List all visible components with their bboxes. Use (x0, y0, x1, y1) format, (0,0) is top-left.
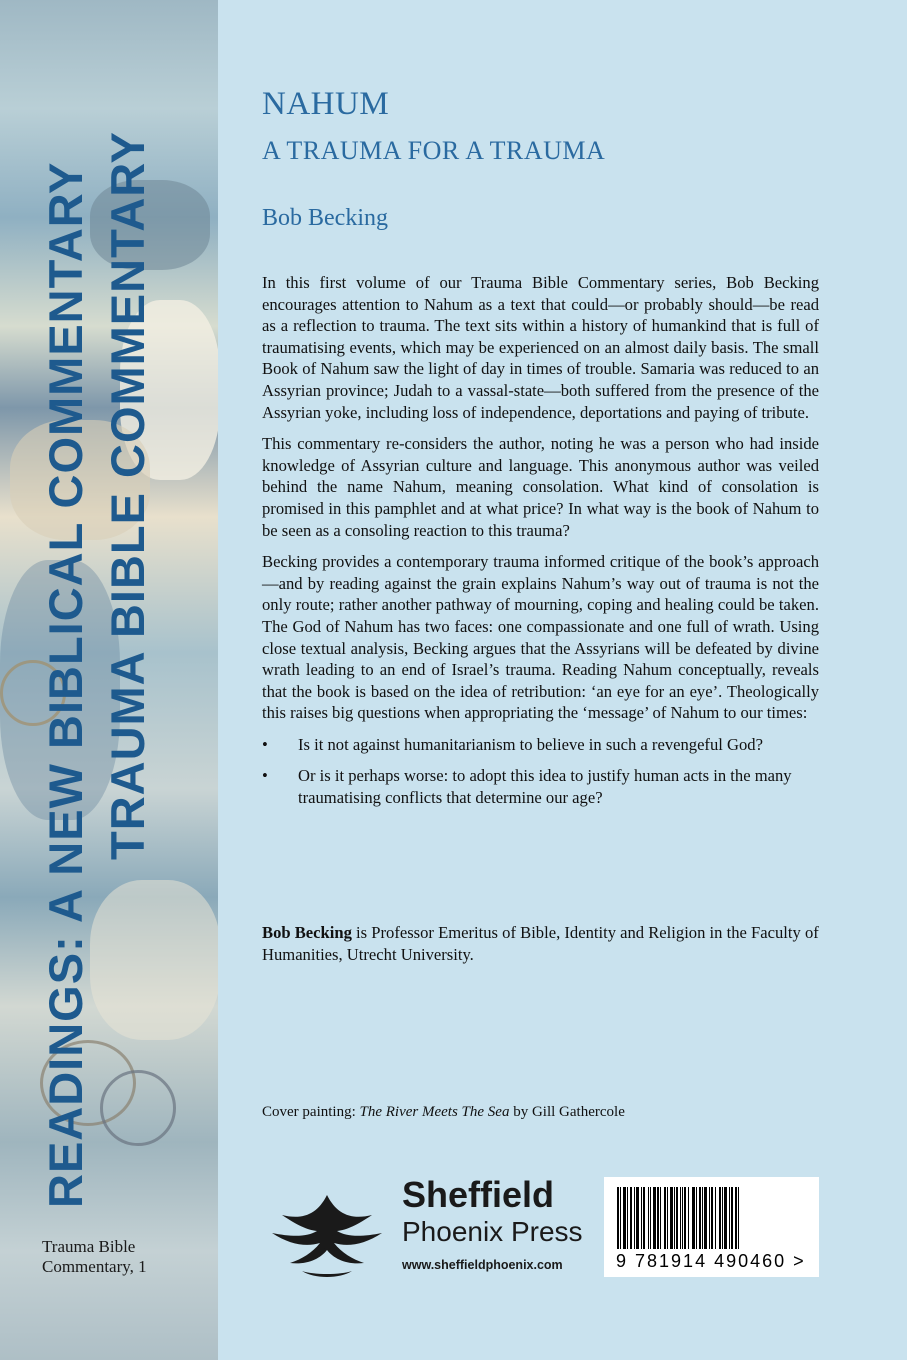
blurb-paragraph: This commentary re-considers the author, noting he was a person who had inside knowledge of Assyrian culture and language. This anonymous author was veiled behind the name Nahum, meaning consolation. What kind of consolation is promised in this pamphlet and at what price? In what way is the book of Nahum to be seen as a consoling reaction to this trauma? (262, 434, 819, 540)
blurb-paragraph: Becking provides a contemporary trauma informed critique of the book’s approach—and by reading against the grain explains Nahum’s way out of trauma is not the only route; rather another pathway of mourning, coping and healing could be taken. The God of Nahum has two faces: one compassionate and one full of wrath. Using close textual analysis, Becking argues that the Assyrians will be defeated by divine wrath leading to an end of Israel’s trauma. Reading Nahum conceptually, reveals that the book is based on the idea of retribution: ‘an eye for an eye’. Theologically this raises big questions when appropriating the ‘message’ of Nahum to our times: (262, 552, 819, 723)
publisher-sub: Phoenix Press (402, 1216, 583, 1247)
series-name: Trauma Bible (42, 1237, 136, 1256)
series-title-line1: READINGS: A NEW BIBLICAL COMMENTARY (39, 161, 92, 1208)
series-title-line2: TRAUMA BIBLE COMMENTARY (101, 131, 154, 860)
barcode-bars (617, 1187, 807, 1249)
blurb-paragraph: In this first volume of our Trauma Bible Commentary series, Bob Becking encourages attention to Nahum as a text that could—or probably should—be read as a reflection to trauma. The text sits within a history of humankind that is full of traumatising events, which may be experienced on an almost daily basis. The small Book of Nahum saw the light of day in times of trouble. Samaria was reduced to an Assyrian province; Judah to a vassal-state—both suffered from the presence of the Assyrian yoke, including loss of independence, deportations and paying of tribute. (262, 273, 819, 422)
book-subtitle: A TRAUMA FOR A TRAUMA (262, 136, 606, 165)
bullet-text: Or is it perhaps worse: to adopt this idea to justify human acts in the many traumatising conflicts that determine our age? (298, 766, 792, 808)
credit-suffix: by Gill Gathercole (509, 1104, 625, 1120)
blurb-bullet (262, 765, 819, 808)
bio-name: Bob Becking (262, 923, 352, 942)
book-author: Bob Becking (262, 205, 388, 231)
bullet-icon: • (262, 766, 268, 786)
series-number (42, 1237, 147, 1277)
credit-prefix: Cover painting: (262, 1104, 360, 1120)
bullet-icon: • (262, 734, 268, 754)
phoenix-logo-icon (262, 1175, 392, 1285)
cover-credit (262, 1104, 625, 1121)
credit-painting: The River Meets The Sea (359, 1104, 510, 1120)
publisher-url: www.sheffieldphoenix.com (402, 1258, 563, 1272)
bio-text: is Professor Emeritus of Bible, Identity and Religion in the Faculty of Humanities, Utrecht University. (262, 923, 819, 964)
publisher-name: Sheffield (402, 1174, 555, 1215)
series-volume: Commentary, 1 (42, 1257, 147, 1276)
isbn-number: 9 781914 490460 > (616, 1251, 806, 1271)
blurb (262, 272, 819, 819)
blurb-bullet (262, 734, 819, 756)
barcode (604, 1177, 819, 1277)
author-bio (262, 922, 822, 966)
series-banner (0, 0, 218, 1360)
book-title: NAHUM (262, 86, 390, 122)
blurb-bullet-list (262, 734, 819, 809)
bullet-text: Is it not against humanitarianism to believe in such a revengeful God? (298, 734, 763, 754)
